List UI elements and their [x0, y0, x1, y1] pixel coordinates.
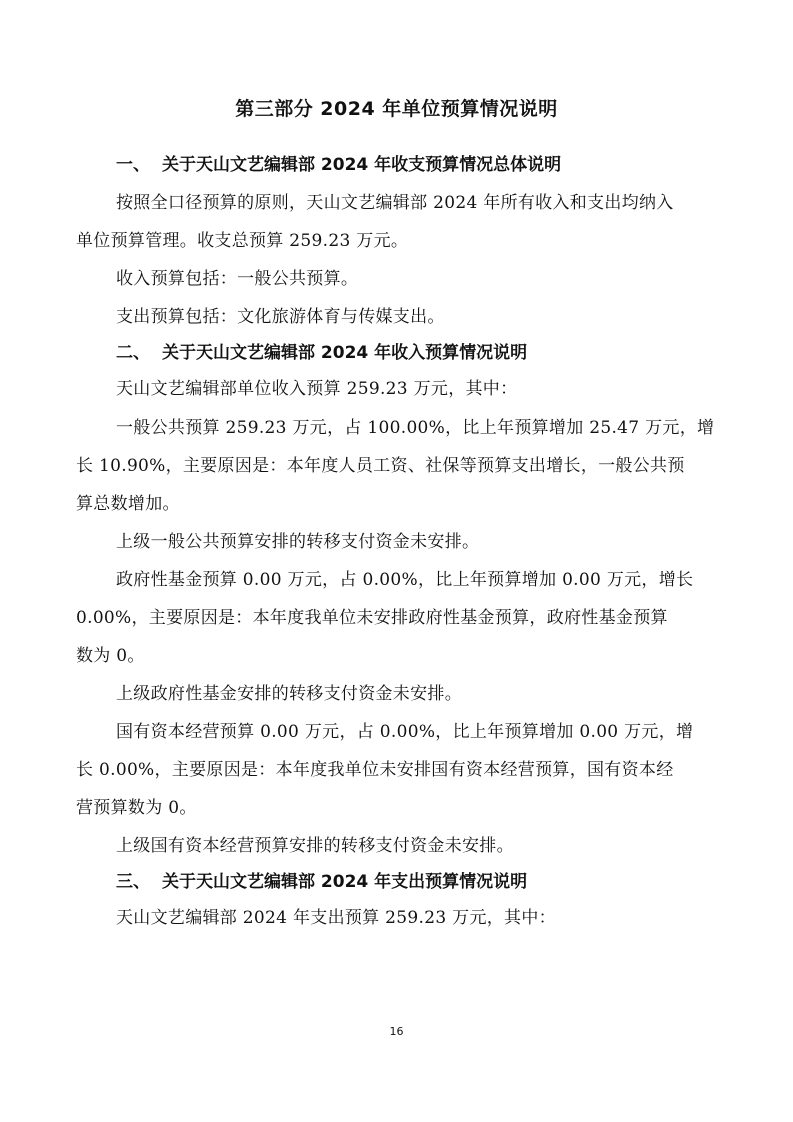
- paragraph-line: 支出预算包括：文化旅游体育与传媒支出。: [116, 307, 445, 327]
- paragraph-line: 数为 0。: [76, 646, 145, 666]
- section-heading: [116, 867, 527, 892]
- section-number: 二、: [116, 343, 150, 363]
- page-number: 16: [389, 1025, 404, 1038]
- paragraph-line: 营预算数为 0。: [76, 798, 197, 818]
- paragraph-line: 上级国有资本经营预算安排的转移支付资金未安排。: [116, 836, 514, 856]
- section-heading: [116, 150, 561, 175]
- paragraph-line: 长 0.00%，主要原因是：本年度我单位未安排国有资本经营预算，国有资本经: [76, 760, 674, 780]
- paragraph-line: 按照全口径预算的原则，天山文艺编辑部 2024 年所有收入和支出均纳入: [116, 193, 674, 213]
- section-heading-text: 关于天山文艺编辑部 2024 年收入预算情况说明: [162, 343, 528, 363]
- paragraph-line: 单位预算管理。收支总预算 259.23 万元。: [76, 231, 409, 251]
- paragraph-line: 上级政府性基金安排的转移支付资金未安排。: [116, 684, 462, 704]
- paragraph-line: 上级一般公共预算安排的转移支付资金未安排。: [116, 532, 480, 552]
- paragraph-line: 算总数增加。: [76, 494, 180, 514]
- paragraph-line: 天山文艺编辑部单位收入预算 259.23 万元，其中：: [116, 379, 518, 399]
- section-number: 三、: [116, 872, 150, 892]
- page-title: 第三部分 2024 年单位预算情况说明: [235, 98, 558, 120]
- section-heading: [116, 338, 527, 363]
- section-heading-text: 关于天山文艺编辑部 2024 年支出预算情况说明: [162, 872, 528, 892]
- paragraph-line: 一般公共预算 259.23 万元，占 100.00%，比上年预算增加 25.47 万元，增: [116, 418, 715, 438]
- section-number: 一、: [116, 155, 150, 175]
- paragraph-line: 长 10.90%，主要原因是：本年度人员工资、社保等预算支出增长，一般公共预: [76, 456, 685, 476]
- paragraph-line: 0.00%，主要原因是：本年度我单位未安排政府性基金预算，政府性基金预算: [76, 608, 668, 628]
- section-heading-text: 关于天山文艺编辑部 2024 年收支预算情况总体说明: [162, 155, 562, 175]
- paragraph-line: 收入预算包括：一般公共预算。: [116, 269, 359, 289]
- paragraph-line: 国有资本经营预算 0.00 万元，占 0.00%，比上年预算增加 0.00 万元，增: [116, 722, 694, 742]
- paragraph-line: 天山文艺编辑部 2024 年支出预算 259.23 万元，其中：: [116, 908, 556, 928]
- paragraph-line: 政府性基金预算 0.00 万元，占 0.00%，比上年预算增加 0.00 万元，增长: [116, 570, 694, 590]
